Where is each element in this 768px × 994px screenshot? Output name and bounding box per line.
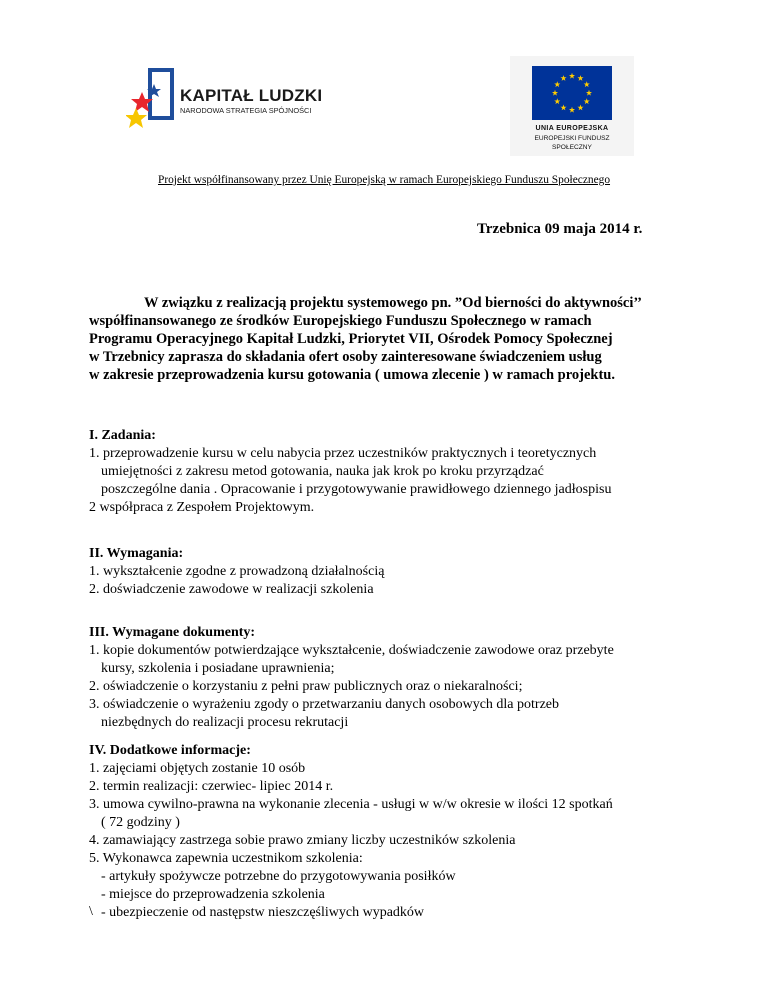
list-item-continuation: niezbędnych do realizacji procesu rekrutacji (101, 715, 349, 730)
list-item: 1. zajęciami objętych zostanie 10 osób (89, 761, 306, 776)
list-item-continuation: kursy, szkolenia i posiadane uprawnienia; (101, 661, 335, 676)
section-heading: IV. Dodatkowe informacje: (89, 743, 251, 758)
sub-item: - ubezpieczenie od następstw nieszczęśliwych wypadków (101, 905, 425, 920)
eu-flag-icon (532, 66, 612, 120)
list-item: 2. doświadczenie zawodowe w realizacji szkolenia (89, 582, 374, 597)
section-heading: III. Wymagane dokumenty: (89, 625, 256, 640)
list-item: 3. oświadczenie o wyrażeniu zgody o przetwarzaniu danych osobowych dla potrzeb (89, 697, 559, 712)
intro-line: współfinansowanego ze środków Europejskiego Funduszu Społecznego w ramach (89, 313, 592, 329)
list-item: 5. Wykonawca zapewnia uczestnikom szkolenia: (89, 851, 363, 866)
kapital-ludzki-stars-icon (126, 62, 180, 128)
eu-logo-line3: SPOŁECZNY (552, 144, 592, 151)
sub-item: - artykuły spożywcze potrzebne do przygotowywania posiłków (101, 869, 456, 884)
section-wymagania (89, 545, 689, 599)
list-item: 2 współpraca z Zespołem Projektowym. (89, 500, 315, 515)
section-dokumenty (89, 624, 689, 732)
kapital-ludzki-subtitle: NARODOWA STRATEGIA SPÓJNOŚCI (180, 106, 312, 115)
document-date: Trzebnica 09 maja 2014 r. (477, 221, 643, 237)
intro-line: W związku z realizacją projektu systemowego pn. ”Od bierności do aktywności’’ (144, 295, 642, 311)
list-item-continuation: ( 72 godziny ) (101, 815, 180, 830)
list-item: 3. umowa cywilno-prawna na wykonanie zlecenia - usługi w w/w okresie w ilości 12 spotkań (89, 797, 613, 812)
kapital-ludzki-title: KAPITAŁ LUDZKI (180, 86, 323, 105)
section-heading: II. Wymagania: (89, 546, 184, 561)
list-item: 2. termin realizacji: czerwiec- lipiec 2014 r. (89, 779, 334, 794)
list-item: 2. oświadczenie o korzystaniu z pełni praw publicznych oraz o niekaralności; (89, 679, 523, 694)
eu-logo (510, 56, 634, 156)
intro-line: Programu Operacyjnego Kapitał Ludzki, Priorytet VII, Ośrodek Pomocy Społecznej (89, 331, 613, 347)
section-heading: I. Zadania: (89, 428, 156, 443)
list-item: 1. wykształcenie zgodne z prowadzoną działalnością (89, 564, 385, 579)
kapital-ludzki-logo (126, 62, 336, 136)
intro-paragraph (89, 294, 689, 384)
list-item-continuation: umiejętności z zakresu metod gotowania, nauka jak krok po kroku przyrządzać (101, 464, 544, 479)
list-item: 4. zamawiający zastrzega sobie prawo zmiany liczby uczestników szkolenia (89, 833, 516, 848)
list-item-continuation: poszczególne dania . Opracowanie i przygotowywanie prawidłowego dziennego jadłospisu (101, 482, 612, 497)
funding-note: Projekt współfinansowany przez Unię Europejską w ramach Europejskiego Funduszu Społecznego (157, 174, 611, 186)
sub-item: - miejsce do przeprowadzenia szkolenia (101, 887, 325, 902)
eu-logo-line2: EUROPEJSKI FUNDUSZ (534, 135, 610, 142)
section-informacje (89, 742, 689, 922)
eu-logo-line1: UNIA EUROPEJSKA (535, 125, 609, 132)
intro-line: w zakresie przeprowadzenia kursu gotowania ( umowa zlecenie ) w ramach projektu. (89, 367, 615, 383)
section-zadania (89, 427, 689, 517)
intro-line: w Trzebnicy zaprasza do składania ofert osoby zainteresowane świadczeniem usług (89, 349, 602, 365)
list-item: 1. przeprowadzenie kursu w celu nabycia przez uczestników praktycznych i teoretycznych (89, 446, 597, 461)
list-item: 1. kopie dokumentów potwierdzające wykształcenie, doświadczenie zawodowe oraz przebyte (89, 643, 614, 658)
trailing-mark: \ (89, 904, 93, 919)
